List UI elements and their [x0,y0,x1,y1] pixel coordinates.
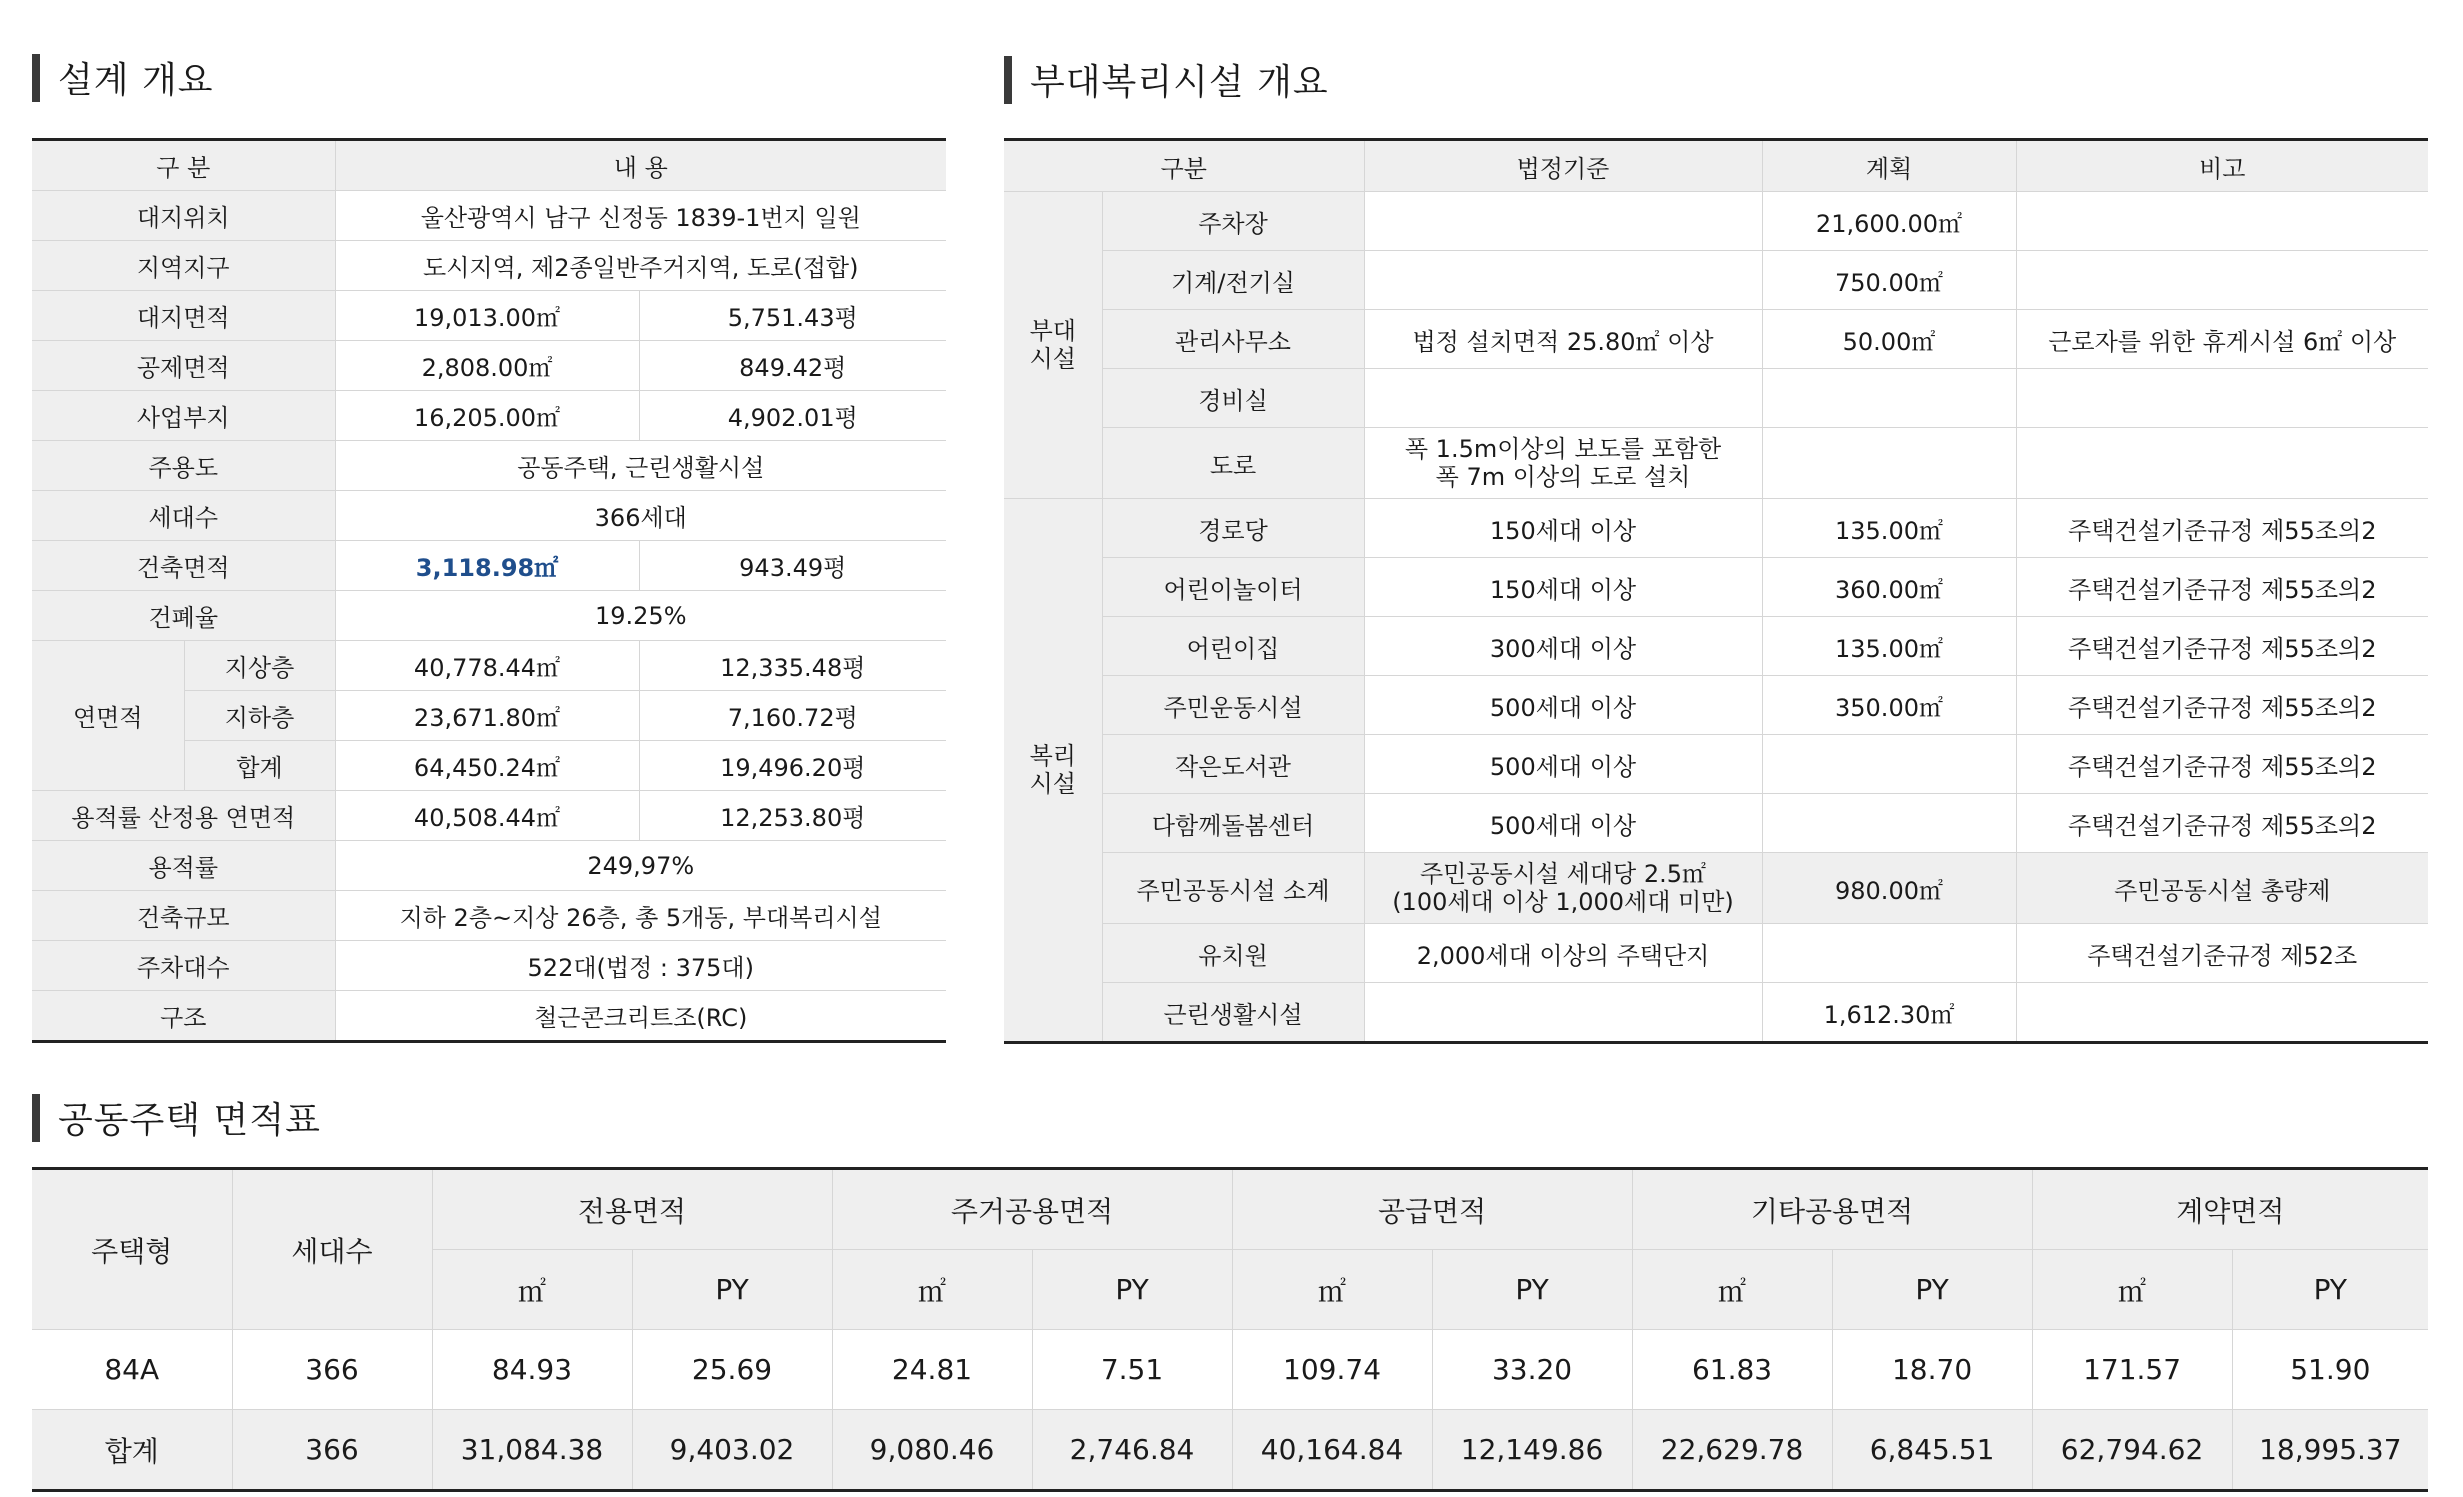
row-group-label: 연면적 [32,641,184,791]
unit-m2: ㎡ [2032,1250,2232,1330]
facility-name: 주민공동시설 소계 [1102,853,1364,924]
facility-name: 작은도서관 [1102,735,1364,794]
row-label: 지역지구 [32,241,335,291]
unit-m2: ㎡ [832,1250,1032,1330]
facility-name: 어린이놀이터 [1102,558,1364,617]
unit-py: PY [1832,1250,2032,1330]
cell-value: 33.20 [1432,1330,1632,1410]
unit-m2: ㎡ [432,1250,632,1330]
table-row [1004,251,2428,310]
row-label: 주차대수 [32,941,335,991]
overview-title-text: 설계 개요 [58,60,214,101]
cell-value: 62,794.62 [2032,1410,2232,1491]
row-label: 건축면적 [32,541,335,591]
facility-plan: 750.00㎡ [1762,251,2016,310]
table-row [32,641,946,691]
row-value-m2-highlight: 3,118.98㎡ [335,541,639,591]
facility-plan: 135.00㎡ [1762,499,2016,558]
facility-standard [1364,251,1762,310]
facility-plan: 360.00㎡ [1762,558,2016,617]
title-bar [32,1094,40,1142]
area-table-title-text: 공동주택 면적표 [58,1100,321,1141]
facility-name: 주차장 [1102,192,1364,251]
table-row [1004,558,2428,617]
row-value-py: 4,902.01평 [639,391,946,441]
header-group: 기타공용면적 [1632,1169,2032,1250]
table-row [1004,983,2428,1043]
facility-note [2016,983,2428,1043]
header-plan: 계획 [1762,140,2016,192]
table-row [1004,499,2428,558]
cell-value: 9,080.46 [832,1410,1032,1491]
header-category: 구분 [1004,140,1364,192]
facility-standard: 500세대 이상 [1364,735,1762,794]
facility-plan [1762,369,2016,428]
table-row [1004,310,2428,369]
table-row [1004,192,2428,251]
table-row [1004,428,2428,499]
cell-households: 366 [232,1410,432,1491]
row-label: 용적률 [32,841,335,891]
unit-py: PY [632,1250,832,1330]
area-table-title [32,1092,321,1143]
cell-value: 31,084.38 [432,1410,632,1491]
table-row [32,291,946,341]
facility-standard [1364,983,1762,1043]
table-row [1004,617,2428,676]
table-row [32,491,946,541]
row-value-py: 12,253.80평 [639,791,946,841]
header-group: 주거공용면적 [832,1169,1232,1250]
row-value: 19.25% [335,591,946,641]
facility-name: 도로 [1102,428,1364,499]
header-households: 세대수 [232,1169,432,1330]
table-row [32,391,946,441]
row-value-py: 19,496.20평 [639,741,946,791]
facility-plan: 980.00㎡ [1762,853,2016,924]
header-group: 공급면적 [1232,1169,1632,1250]
row-value: 249,97% [335,841,946,891]
table-row [1004,676,2428,735]
row-value-py: 943.49평 [639,541,946,591]
overview-title [32,52,214,103]
header-group: 전용면적 [432,1169,832,1250]
facility-note: 근로자를 위한 휴게시설 6㎡ 이상 [2016,310,2428,369]
facility-standard [1364,192,1762,251]
cell-type: 84A [32,1330,232,1410]
row-sublabel: 합계 [184,741,335,791]
table-row [32,941,946,991]
facility-plan [1762,428,2016,499]
row-label: 대지면적 [32,291,335,341]
row-label: 주용도 [32,441,335,491]
facility-plan [1762,794,2016,853]
table-row [1004,369,2428,428]
row-value-m2: 2,808.00㎡ [335,341,639,391]
row-sublabel: 지상층 [184,641,335,691]
table-row-total [32,1410,2428,1491]
cell-value: 22,629.78 [1632,1410,1832,1491]
header-type: 주택형 [32,1169,232,1330]
facility-name: 기계/전기실 [1102,251,1364,310]
facilities-table [1004,138,2428,1044]
row-value-m2: 16,205.00㎡ [335,391,639,441]
header-standard: 법정기준 [1364,140,1762,192]
table-header-row [1004,140,2428,192]
row-value: 철근콘크리트조(RC) [335,991,946,1042]
facility-name: 근린생활시설 [1102,983,1364,1043]
cell-value: 61.83 [1632,1330,1832,1410]
row-value: 366세대 [335,491,946,541]
facility-standard: 폭 1.5m이상의 보도를 포함한 폭 7m 이상의 도로 설치 [1364,428,1762,499]
facility-note: 주택건설기준규정 제55조의2 [2016,794,2428,853]
row-label: 건폐율 [32,591,335,641]
table-row [32,841,946,891]
facilities-title-text: 부대복리시설 개요 [1030,62,1329,103]
row-value-py: 849.42평 [639,341,946,391]
facility-plan: 350.00㎡ [1762,676,2016,735]
facility-name: 주민운동시설 [1102,676,1364,735]
table-row [1004,794,2428,853]
facility-note: 주택건설기준규정 제55조의2 [2016,499,2428,558]
row-label: 건축규모 [32,891,335,941]
table-row [32,191,946,241]
row-value: 522대(법정 : 375대) [335,941,946,991]
cell-value: 18,995.37 [2232,1410,2428,1491]
facility-note [2016,428,2428,499]
facility-name: 경로당 [1102,499,1364,558]
row-value-py: 12,335.48평 [639,641,946,691]
facility-plan [1762,924,2016,983]
table-header-row [32,140,946,191]
row-value: 지하 2층~지상 26층, 총 5개동, 부대복리시설 [335,891,946,941]
facility-name: 다함께돌봄센터 [1102,794,1364,853]
area-table [32,1167,2428,1492]
cell-value: 9,403.02 [632,1410,832,1491]
facility-name: 유치원 [1102,924,1364,983]
facility-standard: 150세대 이상 [1364,558,1762,617]
cell-value: 6,845.51 [1832,1410,2032,1491]
row-value-py: 5,751.43평 [639,291,946,341]
cell-value: 18.70 [1832,1330,2032,1410]
facility-plan: 1,612.30㎡ [1762,983,2016,1043]
overview-table [32,138,946,1043]
facility-name: 관리사무소 [1102,310,1364,369]
group-label-welfare: 복리 시설 [1004,499,1102,1043]
facility-note [2016,192,2428,251]
table-row [32,441,946,491]
row-label: 대지위치 [32,191,335,241]
facilities-title [1004,54,1329,105]
table-row [32,791,946,841]
cell-value: 40,164.84 [1232,1410,1432,1491]
row-value: 울산광역시 남구 신정동 1839-1번지 일원 [335,191,946,241]
unit-m2: ㎡ [1232,1250,1432,1330]
facility-note: 주택건설기준규정 제55조의2 [2016,617,2428,676]
row-value-py: 7,160.72평 [639,691,946,741]
cell-value: 25.69 [632,1330,832,1410]
row-value-m2: 64,450.24㎡ [335,741,639,791]
row-sublabel: 지하층 [184,691,335,741]
facility-plan [1762,735,2016,794]
table-row [32,1330,2428,1410]
title-bar [32,54,40,102]
facility-name: 경비실 [1102,369,1364,428]
facility-note: 주택건설기준규정 제55조의2 [2016,558,2428,617]
facility-standard: 300세대 이상 [1364,617,1762,676]
facility-standard: 500세대 이상 [1364,676,1762,735]
cell-value: 24.81 [832,1330,1032,1410]
cell-value: 2,746.84 [1032,1410,1232,1491]
unit-py: PY [1032,1250,1232,1330]
table-row-subtotal [1004,853,2428,924]
facility-plan: 21,600.00㎡ [1762,192,2016,251]
cell-type: 합계 [32,1410,232,1491]
row-value-m2: 40,778.44㎡ [335,641,639,691]
row-value-m2: 19,013.00㎡ [335,291,639,341]
table-row [32,241,946,291]
row-value-m2: 40,508.44㎡ [335,791,639,841]
row-label: 용적률 산정용 연면적 [32,791,335,841]
unit-py: PY [2232,1250,2428,1330]
facility-standard: 150세대 이상 [1364,499,1762,558]
cell-value: 109.74 [1232,1330,1432,1410]
row-value: 도시지역, 제2종일반주거지역, 도로(접합) [335,241,946,291]
table-row [1004,924,2428,983]
facility-note: 주택건설기준규정 제52조 [2016,924,2428,983]
cell-value: 51.90 [2232,1330,2428,1410]
table-row [32,991,946,1042]
facility-plan: 50.00㎡ [1762,310,2016,369]
facility-plan: 135.00㎡ [1762,617,2016,676]
table-header-row [32,1169,2428,1250]
facility-note [2016,251,2428,310]
row-value: 공동주택, 근린생활시설 [335,441,946,491]
table-row [32,341,946,391]
title-bar [1004,56,1012,104]
header-category: 구 분 [32,140,335,191]
cell-value: 171.57 [2032,1330,2232,1410]
table-row [32,891,946,941]
facility-note: 주택건설기준규정 제55조의2 [2016,735,2428,794]
facility-note: 주택건설기준규정 제55조의2 [2016,676,2428,735]
row-label: 공제면적 [32,341,335,391]
table-row [32,591,946,641]
facility-standard: 2,000세대 이상의 주택단지 [1364,924,1762,983]
header-note: 비고 [2016,140,2428,192]
facility-note [2016,369,2428,428]
cell-value: 12,149.86 [1432,1410,1632,1491]
row-label: 사업부지 [32,391,335,441]
cell-value: 7.51 [1032,1330,1232,1410]
cell-households: 366 [232,1330,432,1410]
table-row [1004,735,2428,794]
facility-standard: 500세대 이상 [1364,794,1762,853]
row-label: 세대수 [32,491,335,541]
header-group: 계약면적 [2032,1169,2428,1250]
header-content: 내 용 [335,140,946,191]
unit-m2: ㎡ [1632,1250,1832,1330]
row-value-m2: 23,671.80㎡ [335,691,639,741]
table-row [32,541,946,591]
facility-name: 어린이집 [1102,617,1364,676]
facility-note: 주민공동시설 총량제 [2016,853,2428,924]
row-label: 구조 [32,991,335,1042]
unit-py: PY [1432,1250,1632,1330]
facility-standard: 법정 설치면적 25.80㎡ 이상 [1364,310,1762,369]
group-label-aux: 부대 시설 [1004,192,1102,499]
facility-standard: 주민공동시설 세대당 2.5㎡ (100세대 이상 1,000세대 미만) [1364,853,1762,924]
facility-standard [1364,369,1762,428]
cell-value: 84.93 [432,1330,632,1410]
